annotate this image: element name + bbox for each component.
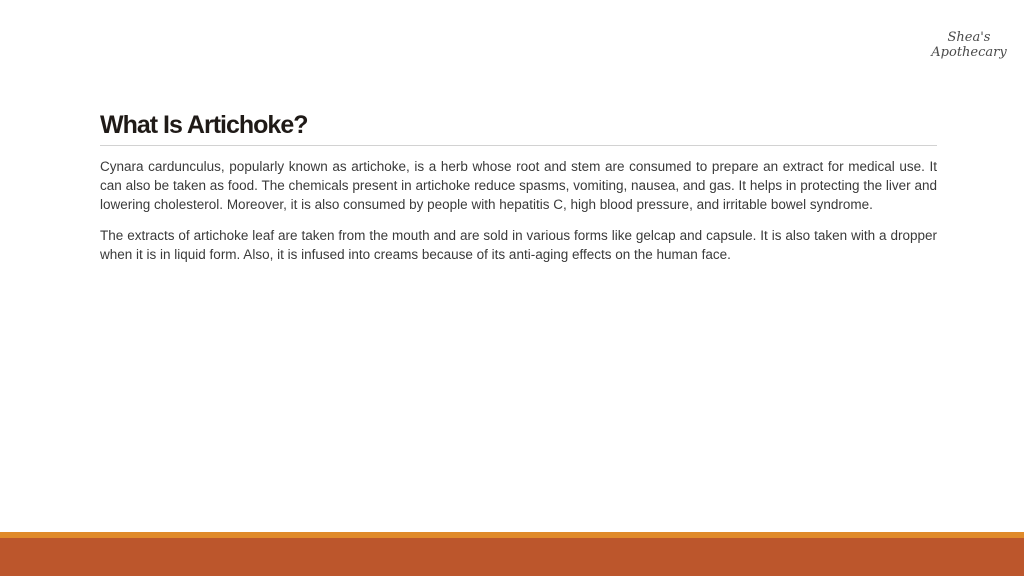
title-divider <box>100 145 937 146</box>
slide-title: What Is Artichoke? <box>100 111 308 139</box>
brand-logo <box>924 30 1014 60</box>
logo-line-2: Apothecary <box>931 45 1007 60</box>
footer-band <box>0 538 1024 576</box>
slide-body <box>100 157 937 276</box>
paragraph-1: Cynara cardunculus, popularly known as artichoke, is a herb whose root and stem are consumed to prepare an extract for medical use. It can also be taken as food. The chemicals present in artichoke reduce spasms, vomiting, nausea, and gas. It helps in protecting the liver and lowering cholesterol. Moreover, it is also consumed by people with hepatitis C, high blood pressure, and irritable bowel syndrome. <box>100 159 937 212</box>
logo-line-1: Shea's <box>947 30 991 45</box>
paragraph-2: The extracts of artichoke leaf are taken from the mouth and are sold in various forms like gelcap and capsule. It is also taken with a dropper when it is in liquid form. Also, it is infused into creams because of its anti-aging effects on the human face. <box>100 228 937 262</box>
